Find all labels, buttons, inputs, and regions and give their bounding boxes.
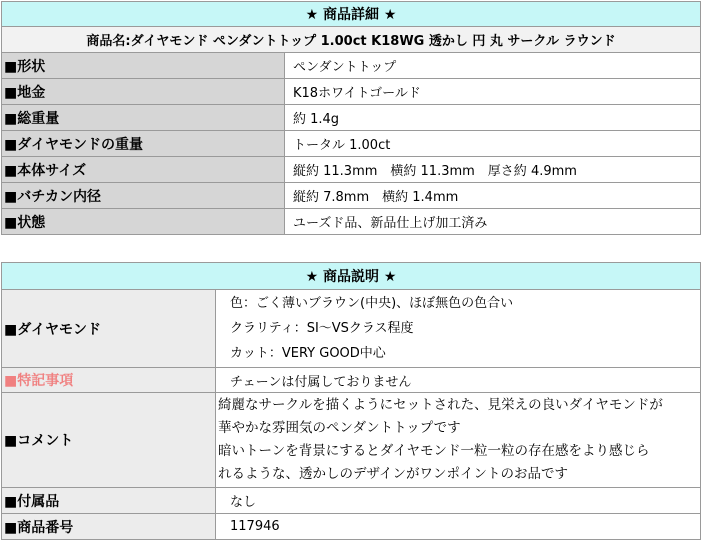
spec-row xyxy=(2,183,701,209)
diamond-clarity: クラリティ：SI〜VSクラス程度 xyxy=(230,321,414,336)
comment-line: 暗いトーンを背景にするとダイヤモンド一粒一粒の存在感をより感じら xyxy=(218,443,650,459)
diamond-row xyxy=(2,290,701,368)
accessories-value: なし xyxy=(216,488,701,514)
square-bullet-icon: ■ xyxy=(4,519,18,536)
spec-value: 約 1.4g xyxy=(285,105,701,131)
spec-label: ■地金 xyxy=(2,79,285,105)
spec-label: ■ダイヤモンドの重量 xyxy=(2,131,285,157)
square-bullet-icon: ■ xyxy=(4,321,18,338)
product-name: 商品名:ダイヤモンド ペンダントトップ 1.00ct K18WG 透かし 円 丸 サークル ラウンド xyxy=(2,27,701,53)
spec-label: ■総重量 xyxy=(2,105,285,131)
spec-value: 縦約 7.8mm 横約 1.4mm xyxy=(285,183,701,209)
item-number-value: 117946 xyxy=(216,514,701,540)
star-icon: ★ xyxy=(305,269,319,285)
special-notes-label: ■特記事項 xyxy=(2,368,216,393)
spec-row xyxy=(2,53,701,79)
square-bullet-icon: ■ xyxy=(4,188,18,205)
spec-table xyxy=(1,1,701,235)
square-bullet-icon: ■ xyxy=(4,162,18,179)
star-icon: ★ xyxy=(305,7,319,23)
description-table xyxy=(1,262,701,540)
spec-row xyxy=(2,157,701,183)
diamond-color: 色：ごく薄いブラウン(中央)、ほぼ無色の色合い xyxy=(230,296,514,311)
item-number-label: ■商品番号 xyxy=(2,514,216,540)
description-banner xyxy=(2,263,701,290)
square-bullet-icon: ■ xyxy=(4,84,18,101)
square-bullet-icon: ■ xyxy=(4,58,18,75)
accessories-row xyxy=(2,488,701,514)
diamond-cut: カット：VERY GOOD中心 xyxy=(230,346,386,361)
spec-row xyxy=(2,209,701,235)
square-bullet-icon: ■ xyxy=(4,136,18,153)
description-title: 商品説明 xyxy=(323,269,379,285)
diamond-label: ■ダイヤモンド xyxy=(2,290,216,368)
spec-label: ■バチカン内径 xyxy=(2,183,285,209)
spec-row xyxy=(2,105,701,131)
comment-line: 華やかな雰囲気のペンダントトップです xyxy=(218,420,461,436)
square-bullet-icon: ■ xyxy=(4,433,18,449)
spec-label: ■本体サイズ xyxy=(2,157,285,183)
spec-title: 商品詳細 xyxy=(323,7,379,23)
spec-row xyxy=(2,79,701,105)
spec-value: ユーズド品、新品仕上げ加工済み xyxy=(285,209,701,235)
spec-row xyxy=(2,131,701,157)
spec-value: K18ホワイトゴールド xyxy=(285,79,701,105)
spec-value: 縦約 11.3mm 横約 11.3mm 厚さ約 4.9mm xyxy=(285,157,701,183)
special-notes-row xyxy=(2,368,701,393)
item-number-row xyxy=(2,514,701,540)
comment-label: ■コメント xyxy=(2,393,216,488)
spec-label: ■状態 xyxy=(2,209,285,235)
square-bullet-icon: ■ xyxy=(4,373,18,389)
square-bullet-icon: ■ xyxy=(4,493,18,510)
comment-text xyxy=(216,393,701,488)
spec-value: トータル 1.00ct xyxy=(285,131,701,157)
square-bullet-icon: ■ xyxy=(4,214,18,231)
comment-row xyxy=(2,393,701,488)
comment-line: 綺麗なサークルを描くようにセットされた、見栄えの良いダイヤモンドが xyxy=(218,397,663,413)
spec-label: ■形状 xyxy=(2,53,285,79)
diamond-details xyxy=(216,290,701,368)
comment-line: れるような、透かしのデザインがワンポイントのお品です xyxy=(218,466,569,482)
star-icon: ★ xyxy=(383,7,397,23)
square-bullet-icon: ■ xyxy=(4,110,18,127)
special-notes-value: チェーンは付属しておりません xyxy=(216,368,701,393)
spec-value: ペンダントトップ xyxy=(285,53,701,79)
spec-banner xyxy=(2,2,701,27)
accessories-label: ■付属品 xyxy=(2,488,216,514)
star-icon: ★ xyxy=(383,269,397,285)
